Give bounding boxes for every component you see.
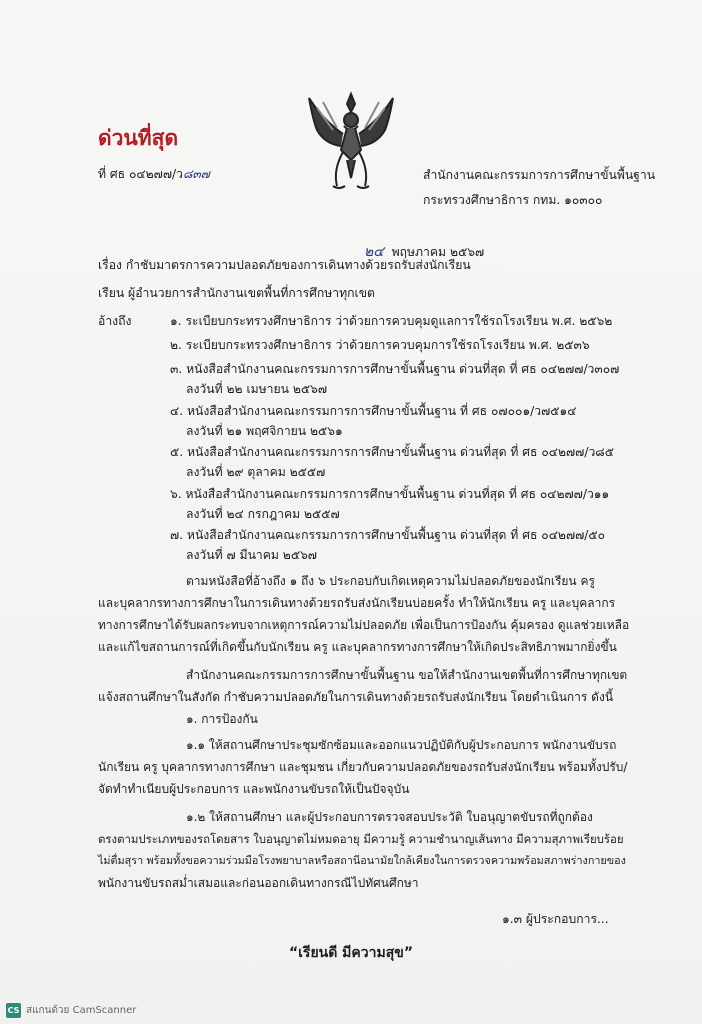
motto: “เรียนดี มีความสุข” — [288, 945, 414, 961]
reference-label: อ้างถึง — [98, 314, 132, 328]
reference-item-date: ลงวันที่ ๗ มีนาคม ๒๕๖๗ — [186, 548, 317, 562]
reference-item: ๓. หนังสือสำนักงานคณะกรรมการการศึกษาขั้นพื้นฐาน ด่วนที่สุด ที่ ศธ ๐๔๒๗๗/ว๓๐๗ — [170, 362, 620, 376]
reference-item-date: ลงวันที่ ๒๙ ตุลาคม ๒๕๕๗ — [186, 465, 326, 479]
paragraph-line: และแก้ไขสถานการณ์ที่เกิดขึ้นกับนักเรียน ครู และบุคลากรทางการศึกษาให้เกิดประสิทธิภาพมากยิ่งขึ้น — [98, 640, 617, 654]
paragraph-line: ๑.๑ ให้สถานศึกษาประชุมซักซ้อมและออกแนวปฏิบัติกับผู้ประกอบการ พนักงานขับรถ — [186, 738, 617, 752]
org-name: สำนักงานคณะกรรมการการศึกษาขั้นพื้นฐาน — [423, 168, 656, 182]
paragraph-line: ๑.๒ ให้สถานศึกษา และผู้ประกอบการตรวจสอบประวัติ ใบอนุญาตขับรถที่ถูกต้อง — [186, 810, 593, 824]
doc-no-prefix: ที่ ศธ ๐๔๒๗๗/ว — [98, 167, 183, 181]
date-month-year: พฤษภาคม ๒๕๖๗ — [391, 245, 485, 259]
continuation-marker: ๑.๓ ผู้ประกอบการ... — [502, 912, 609, 926]
reference-item-date: ลงวันที่ ๒๒ เมษายน ๒๕๖๗ — [186, 382, 328, 396]
doc-no-handwritten: ๘๓๗ — [182, 167, 210, 181]
paragraph-line: และบุคลากรทางการศึกษาในการเดินทางด้วยรถรับส่งนักเรียนบ่อยครั้ง ทำให้นักเรียน ครู และบุคลากร — [98, 596, 616, 610]
paragraph-line: ทางการศึกษาได้รับผลกระทบจากเหตุการณ์ความไม่ปลอดภัย เพื่อเป็นการป้องกัน คุ้มครอง ดูแลช่วยเหลือ — [98, 618, 630, 632]
paragraph-line: สำนักงานคณะกรรมการการศึกษาขั้นพื้นฐาน ขอให้สำนักงานเขตพื้นที่การศึกษาทุกเขต — [186, 668, 628, 682]
reference-item: ๗. หนังสือสำนักงานคณะกรรมการการศึกษาขั้นพื้นฐาน ด่วนที่สุด ที่ ศธ ๐๔๒๗๗/๕๐ — [170, 528, 606, 542]
reference-item: ๒. ระเบียบกระทรวงศึกษาธิการ ว่าด้วยการควบคุมการใช้รถโรงเรียน พ.ศ. ๒๕๓๖ — [170, 338, 590, 352]
reference-item: ๔. หนังสือสำนักงานคณะกรรมการการศึกษาขั้นพื้นฐาน ที่ ศธ ๐๗๐๐๑/ว๗๕๑๔ — [170, 404, 577, 418]
recipient-line: เรียน ผู้อำนวยการสำนักงานเขตพื้นที่การศึกษาทุกเขต — [98, 286, 375, 300]
paragraph-line: นักเรียน ครู บุคลากรทางการศึกษา และชุมชน เกี่ยวกับความปลอดภัยของรถรับส่งนักเรียน พร้อมทั้งปรับ/ — [98, 760, 628, 774]
reference-item: ๕. หนังสือสำนักงานคณะกรรมการการศึกษาขั้นพื้นฐาน ด่วนที่สุด ที่ ศธ ๐๔๒๗๗/ว๘๕ — [170, 445, 614, 459]
watermark-text: สแกนด้วย CamScanner — [26, 1005, 137, 1016]
urgent-label: ด่วนที่สุด — [98, 126, 179, 150]
camscanner-watermark — [6, 1003, 136, 1018]
date-day-handwritten: ๒๔ — [364, 244, 384, 260]
document-number — [98, 166, 210, 182]
reference-item-date: ลงวันที่ ๒๑ พฤศจิกายน ๒๕๖๑ — [186, 424, 343, 438]
garuda-emblem-icon — [303, 90, 399, 194]
camscanner-logo-icon: CS — [6, 1003, 21, 1018]
paragraph-line: ไม่ดื่มสุรา พร้อมทั้งขอความร่วมมือโรงพยาบาลหรือสถานีอนามัยใกล้เคียงในการตรวจความพร้อมสภาพร่างกายของ — [98, 854, 626, 867]
subject-line: เรื่อง กำชับมาตรการความปลอดภัยของการเดินทางด้วยรถรับส่งนักเรียน — [98, 258, 471, 272]
section-heading: ๑. การป้องกัน — [186, 712, 258, 726]
paragraph-line: ตรงตามประเภทของรถโดยสาร ใบอนุญาตไม่หมดอายุ มีความรู้ ความชำนาญเส้นทาง มีความสุภาพเรียบร้อย — [98, 832, 624, 846]
reference-item: ๖. หนังสือสำนักงานคณะกรรมการการศึกษาขั้นพื้นฐาน ด่วนที่สุด ที่ ศธ ๐๔๒๗๗/ว๑๑ — [170, 487, 610, 501]
paragraph-line: แจ้งสถานศึกษาในสังกัด กำชับความปลอดภัยในการเดินทางด้วยรถรับส่งนักเรียน โดยดำเนินการ ดังนี้ — [98, 690, 614, 704]
paragraph-line: พนักงานขับรถสม่ำเสมอและก่อนออกเดินทางกรณีไปทัศนศึกษา — [98, 876, 419, 890]
paragraph-line: จัดทำทำเนียบผู้ประกอบการ และพนักงานขับรถให้เป็นปัจจุบัน — [98, 782, 410, 796]
reference-item: ๑. ระเบียบกระทรวงศึกษาธิการ ว่าด้วยการควบคุมดูแลการใช้รถโรงเรียน พ.ศ. ๒๕๖๒ — [170, 314, 613, 328]
reference-item-date: ลงวันที่ ๒๔ กรกฎาคม ๒๕๕๗ — [186, 507, 340, 521]
paragraph-line: ตามหนังสือที่อ้างถึง ๑ ถึง ๖ ประกอบกับเกิดเหตุความไม่ปลอดภัยของนักเรียน ครู — [186, 574, 595, 588]
org-address: กระทรวงศึกษาธิการ กทม. ๑๐๓๐๐ — [423, 193, 603, 207]
